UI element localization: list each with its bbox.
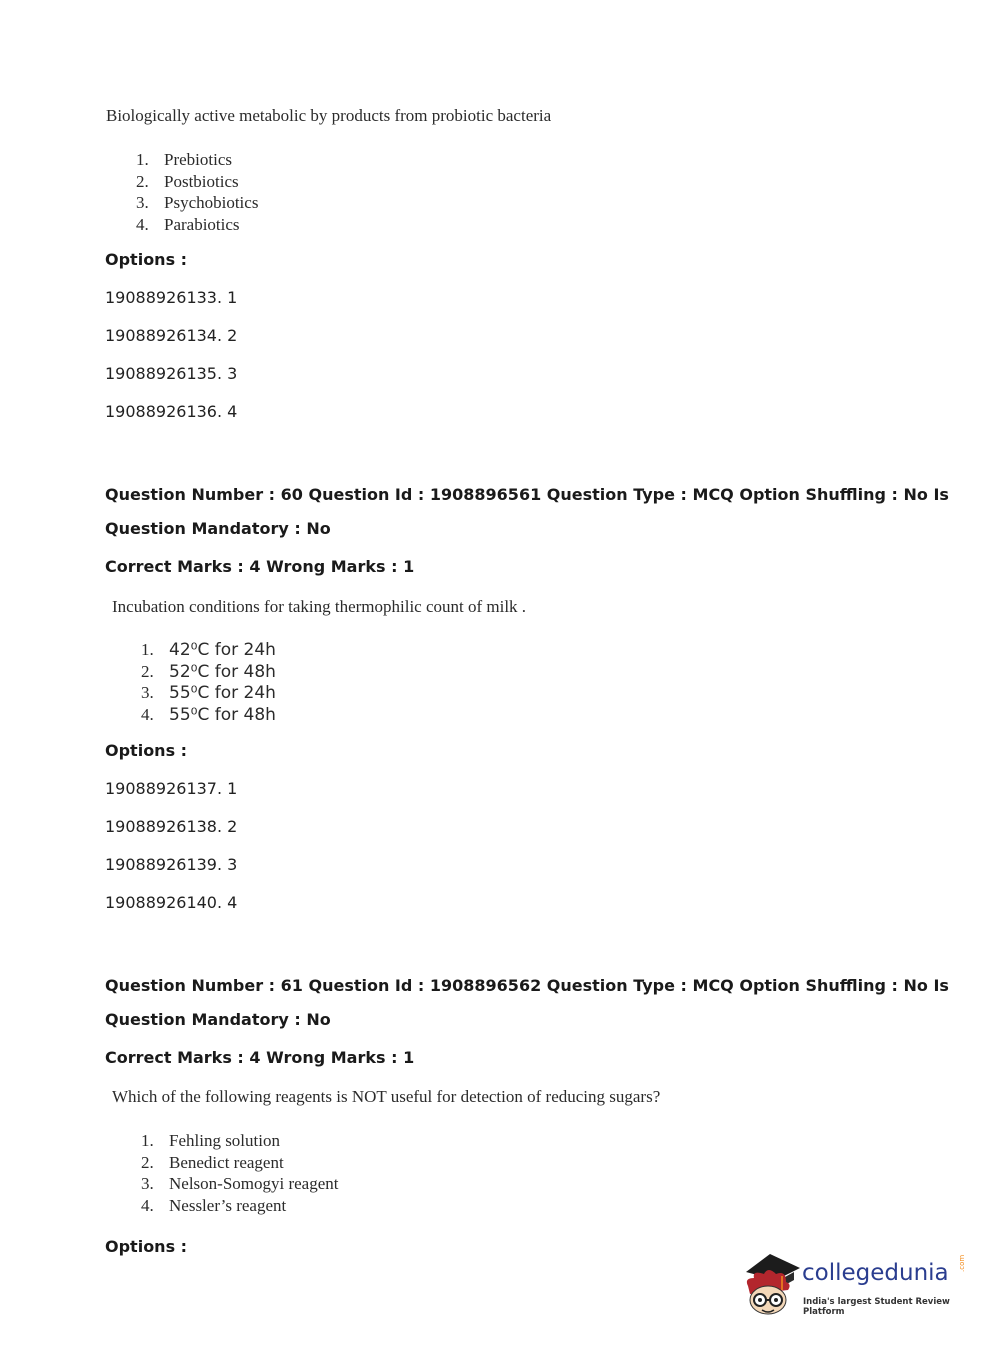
list-item: 1. Prebiotics [136,150,232,169]
options-label: Options : [105,1237,188,1256]
list-item: 3. 55⁰C for 24h [141,683,276,703]
list-item: 3. Psychobiotics [136,193,259,212]
logo-tagline: India's largest Student Review Platform [803,1297,950,1317]
question-header: Question Number : 60 Question Id : 1908896561 Question Type : MCQ Option Shuffling : No Is [105,485,949,504]
list-item: 3. Nelson-Somogyi reagent [141,1174,339,1193]
marks-line: Correct Marks : 4 Wrong Marks : 1 [105,557,415,576]
question-header-cont: Question Mandatory : No [105,1010,331,1029]
option-line: 19088926136. 4 [105,402,238,421]
choice-list [141,639,276,725]
collegedunia-logo [742,1250,972,1320]
options-label: Options : [105,250,188,269]
option-line: 19088926137. 1 [105,779,238,798]
question-stem: Incubation conditions for taking thermophilic count of milk . [112,597,527,616]
choice-list [141,1130,339,1216]
list-item: 2. Benedict reagent [141,1152,284,1172]
list-item: 1. 42⁰C for 24h [141,640,276,660]
question-stem: Which of the following reagents is NOT useful for detection of reducing sugars? [112,1087,661,1106]
question-stem: Biologically active metabolic by products from probiotic bacteria [106,106,552,125]
option-line: 19088926140. 4 [105,893,238,912]
list-item: 4. Parabiotics [136,214,240,234]
option-line: 19088926138. 2 [105,817,238,836]
list-item: 4. 55⁰C for 48h [141,704,276,725]
list-item: 2. Postbiotics [136,171,239,191]
list-item: 2. 52⁰C for 48h [141,661,276,682]
choice-list [136,149,258,235]
option-line: 19088926134. 2 [105,326,238,345]
option-line: 19088926135. 3 [105,364,238,383]
marks-line: Correct Marks : 4 Wrong Marks : 1 [105,1048,415,1067]
list-item: 1. Fehling solution [141,1131,280,1150]
question-header: Question Number : 61 Question Id : 1908896562 Question Type : MCQ Option Shuffling : No Is [105,976,949,995]
mascot-icon [742,1250,804,1320]
logo-tld: .com [958,1254,966,1272]
option-line: 19088926139. 3 [105,855,238,874]
list-item: 4. Nessler’s reagent [141,1195,287,1215]
options-label: Options : [105,741,188,760]
option-line: 19088926133. 1 [105,288,238,307]
question-header-cont: Question Mandatory : No [105,519,331,538]
logo-wordmark: collegedunia [802,1260,949,1286]
